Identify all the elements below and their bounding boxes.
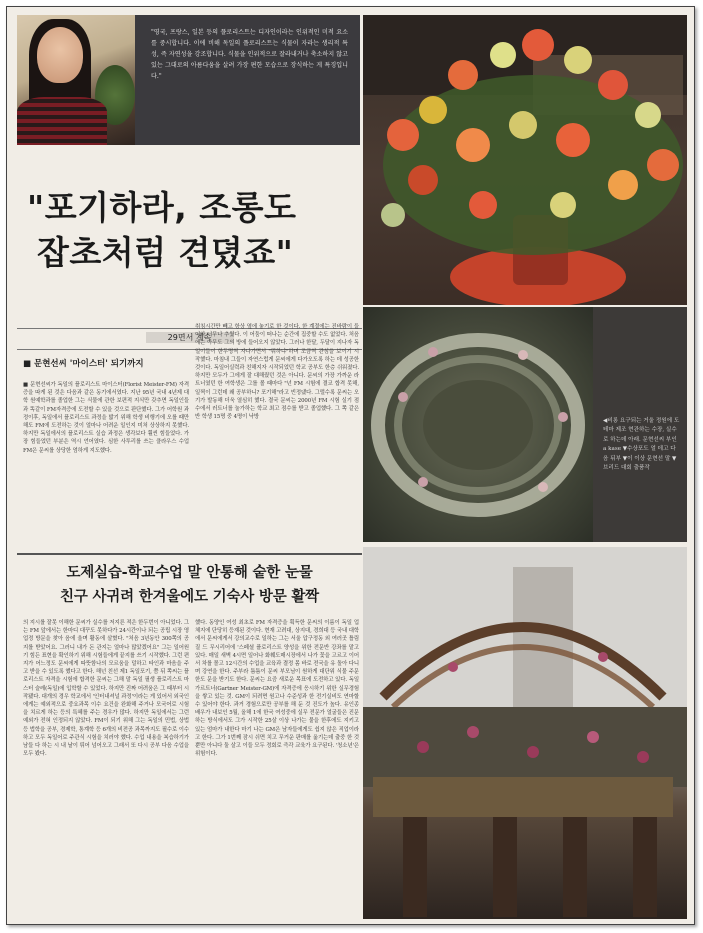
wreath-illustration	[363, 307, 593, 542]
body-column-3: 의 지시를 잘못 이해한 문씨가 실수를 저지른 적은 한두번이 아니었다. 그는 FM 앞에서는 한마디 대꾸도 못하다가 24시간이나 되는 공립 시장 영업정 방문을 찾아 음에 울며 활동에 살혔다. "처음 3년동안 300쪽의 공지를 받았어요. 그러니 내가 돈 관지는 얼마나 많았겠어요" 그는 일어원기 힘든 표현을 확인하기 위해 시험들에게 끝지를 쓰기 시작했다. 그런 편지가 어느정도 문씨에게 따뜻함나의 모르움을 덜하고 타인과 마음을 주고 받을 수 있도록 했다고 한다. 해넌 친선 제1 독일포기, 쯤 뒤 쪽씨는 플로리스트 자격을 시험에 합격한 문씨는 그해 말 독일 필생 플로리스트 마스터 슬레(독일)에 입학할 수 있었다. 하지만 진짜 어려움은 그 때부터 시작됐다. 대개의 경우 학교에서 '인터내셔널 과정'이라는 게 있어서 외국인에게는 예외적으로 중요과목 이수 요건을 완화해 주거나 모국어로 시험을 치르게 하는 등의 특혜를 주는 경우가 많다. 하지만 독일에서는 그런 예외가 전혀 인정되지 않았다. FM이 되기 위해 그는 독일의 민법, 상법 등 법학을 공부, 경제학, 통계학 등 6개의 비전공 과목까지도 필수로 이수하고 모두 독일어로 주관식 시험을 치러야 했다. 수업 내용을 복습하기가 남들 다 하는 시 내 날이 튀어 넘어오고 그래서 또 다시 공부 다음 수업을 모두 봤다.	[23, 620, 189, 758]
portrait-photo	[17, 15, 135, 145]
continued-label: 29면서 계속	[146, 332, 234, 343]
sub-headline	[17, 553, 362, 621]
newspaper-page	[6, 6, 695, 925]
sub-headline-line-2: 친구 사귀려 한겨울에도 기숙사 방문 활짝	[60, 589, 319, 605]
shirt-shape	[17, 97, 107, 145]
section-subhead: ■ 문현선씨 '마이스터' 되기까지	[23, 359, 144, 369]
body-column-2: 취침시간만 빼고 항상 옆에 놓기로 한 것이다. 한 계절에는 진바람이 들어와 너무나 추웠다. 이 어둠이 떠나는 순간에 집중할 수도 없었다. 처음에는 아무도 그의 방에 들어오지 않았다. 그러나 한달, 두달이 지나자 독일이들이 한두명씩 자나가면서 "뭐하냐"하며 조금씩 관심을 보이기 시작했다. 마침내 그들이 자연스럽게 문씨에게 다가오도록 하는 데 성공한 것이다. 독일어실력과 친해지자 시작되었던 학교 공부도 한층 쉬워졌다. 하지만 모두가 그에게 잘 대해줬던 것은 아니다. 문씨의 가장 가까운 라트너였던 한 여학생은 그를 볼 때마다 "넌 FM 시험에 결코 합격 못해, 일찍이 그런데 왜 공부하니? 포기해"라고 빈정댔다. 그럴수록 문씨는 오기가 발동해 더욱 열심히 했다. 결국 문씨는 2000년 FM 시험 실기 점수에서 러트너를 눌가하는 학교 최고 점수를 받고 졸업했다. 그 쪽 같은 반 학생 15명 중 4명이 낙방	[195, 324, 359, 421]
pull-quote-text: "영국, 프랑스, 일본 등의 플로리스트는 디자인이라는 인위적인 미적 요소를 중시합니다. 이에 비해 독일의 플로리스트는 식물이 자라는 생리적 특성, 즉 자연성을 강조합니다. 식물을 인위적으로 잘라내거나 축소하지 않고 있는 그대로의 아름다움을 살려 가장 편한 모습으로 장식하는 게 특징입니다."	[151, 29, 348, 80]
body-column-4: 했다. 동양인 여성 최초로 FM 자격증을 획득한 문씨의 이름이 독일 업체지에 단당히 등재된 것이다. 현재 고려대, 상지대, 경희대 등 국내 대학에서 문씨에게서 강의교수로 일하는 그는 서울 압구정동 외 여러곳 틀림질 드 무시리어에 '스페셜 플로리스트 양성을 위한 전문반 강좌를 맡고 있다. 매일 새벽 4시면 일어나 화훼도매시장에서 나가 꽃을 고르고 이어서 차를 몰고 12시간의 수업을 교육과 결정 몸 바로 전국을 유 돌아 다니며 강연을 한다. 주부라 틈틈이 문씨 부모님이 원하게 대단위 식물 주문 한도 문을 받기도 한다. 문씨는 요즘 새로운 목표에 도전하고 있다. 독일 가르트너(Gartner Meister-GM)에 자격증에 응시하기 위한 실무경험을 쌓고 있는 것. GM이 되려면 원고나 수준성과 한 전기실비도 연마할 수 있어야 한다. 과거 경험으로만 공부를 해 둔 것 진도가 높다. 유인종 배우가 내보인 5월, 올해 1에 한국 여성중에 실무 전문가 얼굴들은 진문하는 방식에서도 그가 시작한 25살 이상 나가는 물을 한후에도 지키고 있는 엄마가 내한다 마기 나는 GM은 남자들에게도 쉽지 않은 직업이라고 한다. 그가 1번째 잠시 쉬면 치고 무거운 판매를 옮기는데 출중 한 것 뿐만 아니다 둘 살고 이들 모두 정회로 즉각 교육가 요구된다. '청소년'은 위험이다.	[195, 620, 359, 758]
body-column-1: ■ 문현선씨가 독일의 플로리스트 마이스터(Florist Meister-FM) 자격증을 따게 된 것은 다음과 같은 동기에서였다. 지난 95년 국내 4년제 대학 원예학과를 졸업한 그는 식물에 관한 보편적 지식만 갖추면 독일인들과 똑같이 FM자격증에 도전할 수 있을 것으로 판단했다. 그가 어학원 과정이후, 독일에서 플로리스트 과정을 밟기 위해 학생 비행기에 오를 때만해도 FM에 도전하는 것이 얼마나 어려운 일인지 미처 상상하지 못했다. 하지만 독일에서의 플로리스트 실습 과정은 생각보다 훨씬 힘들었다. 가장 힘들었던 부분은 역시 언어였다. 심한 사투리를 쓰는 클라우스 수업 FM은 문씨를 상당한 엄하게 지도했다.	[23, 382, 189, 454]
headline-line-2: 잡초처럼 견뎠죠"	[37, 233, 294, 272]
flower-arrangement-illustration	[363, 15, 687, 305]
photo-caption-box	[593, 307, 687, 542]
photo-caption-text: ◀비롱 요구되는 거울 정원에 도 테마 제조 현관하는 수장, 실수로 하는데 아래. 문현선씨 부인 a kase ▼수상포도 얼 데고 다음 뒤부 ▼이 이상 문현선 말 ▼브리드 대회 출품작	[603, 418, 680, 472]
face-shape	[37, 27, 83, 83]
pull-quote-box	[135, 15, 360, 145]
arch-installation-photo	[363, 547, 687, 919]
flower-arrangement-photo	[363, 15, 687, 305]
arch-installation-illustration	[363, 547, 687, 919]
wreath-photo	[363, 307, 593, 542]
sub-headline-line-1: 도제실습-학교수업 말 안통해 숱한 눈물	[66, 565, 313, 581]
headline-line-1: "포기하라, 조롱도	[27, 188, 297, 227]
main-headline	[27, 185, 357, 285]
